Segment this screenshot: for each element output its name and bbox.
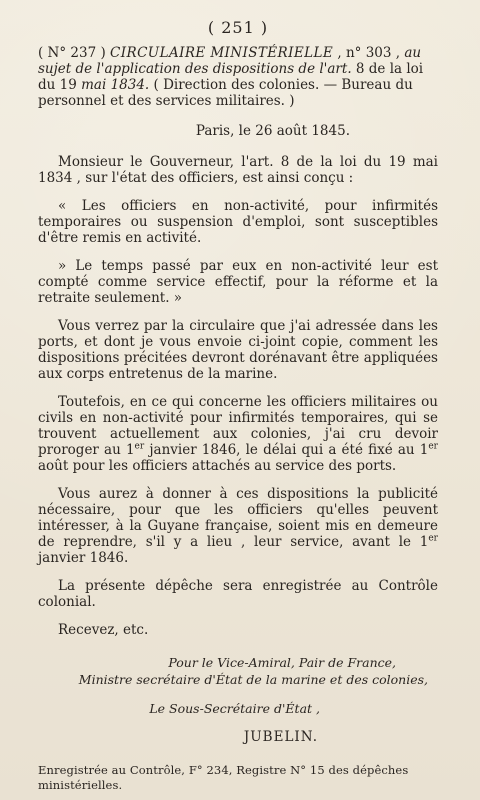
paragraph-3: » Le temps passé par eux en non-activité leur est compté comme service effectif, pour la réforme et la retraite seulement. » xyxy=(38,258,438,306)
paragraph-5-superscript-1: er xyxy=(134,441,145,452)
paragraph-5: Toutefois, en ce qui concerne les officiers militaires ou civils en non-activité pour infirmités temporaires, qui se trouvent actuellement aux colonies, j'ai cru devoir proroger au 1er janvier 1846, le délai qui a été fixé au 1er août pour les officiers attachés au service des ports. xyxy=(38,394,438,474)
dateline: Paris, le 26 août 1845. xyxy=(195,123,350,139)
paragraph-6-part-b: janvier 1846. xyxy=(38,550,129,566)
signature-line-1: Pour le Vice-Amiral, Pair de France, xyxy=(168,655,396,670)
paragraph-4: Vous verrez par la circulaire que j'ai adressée dans les ports, et dont je vous envoie ci-joint copie, comment les dispositions précitées devront dorénavant être appliquées aux corps entretenus de la marine. xyxy=(38,318,438,382)
signature-line-3: Le Sous-Secrétaire d'État , xyxy=(149,701,320,716)
paragraph-6-superscript: er xyxy=(428,533,438,544)
paragraph-5-part-b: janvier 1846, le délai qui a été fixé au xyxy=(144,442,420,458)
header-subject-intro: au sujet de l'application des dispositions de l'art. xyxy=(38,45,422,77)
paragraph-1: Monsieur le Gouverneur, l'art. 8 de la loi du 19 mai 1834 , sur l'état des officiers, est ainsi conçu : xyxy=(38,154,438,186)
paragraph-5-part-c: août pour les officiers attachés au service des ports. xyxy=(38,458,397,474)
document-header xyxy=(38,45,438,109)
paragraph-6: Vous aurez à donner à ces dispositions la publicité nécessaire, pour que les officiers qu'elles peuvent intéresser, à la Guyane française, soient mis en demeure de reprendre, s'il y a lieu , leur service, avant le 1er janvier 1846. xyxy=(38,486,438,566)
header-subject-context: ( Direction des colonies. — Bureau du personnel et des services militaires. ) xyxy=(38,77,413,109)
paragraph-5-superscript-2: er xyxy=(428,441,438,452)
registry-note: Enregistrée au Contrôle, F° 234, Registre N° 15 des dépêches ministérielles. xyxy=(38,763,409,792)
header-number: ( N° 237 ) xyxy=(38,45,106,61)
paragraph-2: « Les officiers en non-activité, pour infirmités temporaires ou suspension d'emploi, sont susceptibles d'être remis en activité. xyxy=(38,198,438,246)
header-number-part: , n° 303 , xyxy=(337,45,401,61)
document-content xyxy=(38,18,438,793)
header-subject-ref: 8 de la loi du 19 xyxy=(38,61,424,93)
paragraph-5-part-a: Toutefois, en ce qui concerne les officiers militaires ou civils en non-activité pour infirmités temporaires, qui se trouvent actuellement aux colonies, j'ai cru devoir proroger au xyxy=(38,394,438,458)
paragraph-6-part-a: Vous aurez à donner à ces dispositions la publicité nécessaire, pour que les officiers qu'elles peuvent intéresser, à la Guyane française, soient mis en demeure de reprendre, s'il y a lieu , leur service, avant le xyxy=(38,486,438,550)
header-subject-tail: mai 1834. xyxy=(81,77,150,93)
closing-line: Recevez, etc. xyxy=(58,622,149,638)
paragraph-7: La présente dépêche sera enregistrée au Contrôle colonial. xyxy=(38,578,438,610)
header-title: CIRCULAIRE MINISTÉRIELLE xyxy=(110,45,334,61)
signature-line-2: Ministre secrétaire d'État de la marine et des colonies, xyxy=(78,672,428,687)
signer-name: JUBELIN. xyxy=(243,729,318,745)
page-number: ( 251 ) xyxy=(207,18,269,37)
